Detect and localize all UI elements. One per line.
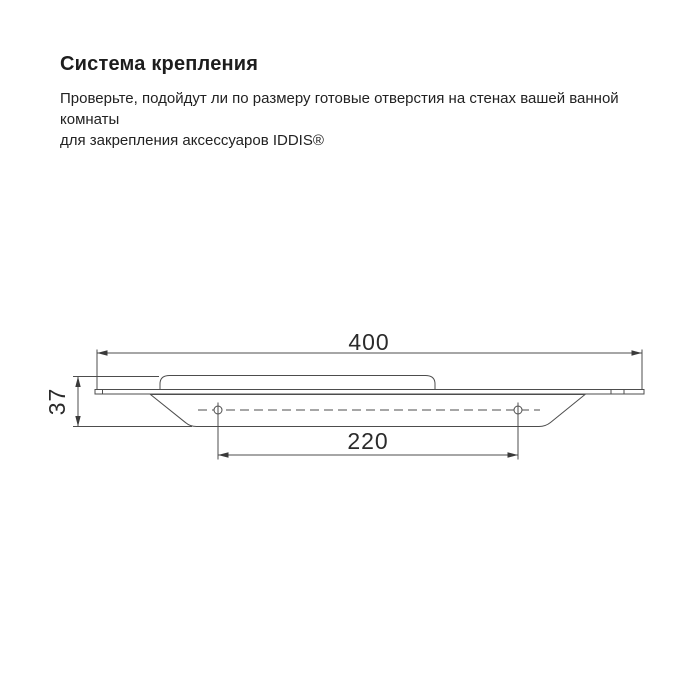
arrow-left-icon [97, 350, 108, 355]
dimension-hole-spacing-label: 220 [347, 428, 389, 454]
arrow-right-icon [508, 452, 519, 457]
description-line-1: Проверьте, подойдут ли по размеру готовые отверстия на стенах вашей ванной комнаты [60, 90, 619, 128]
shelf-hump [160, 376, 435, 391]
shelf-rail [95, 390, 644, 395]
page-title: Система крепления [60, 53, 259, 75]
description-line-2: для закрепления аксессуаров IDDIS® [60, 132, 324, 149]
dimension-hole-spacing [218, 428, 518, 458]
dimension-width-label: 400 [348, 329, 390, 355]
arrow-left-icon [218, 452, 229, 457]
arrow-down-icon [75, 416, 80, 427]
arrow-right-icon [632, 350, 643, 355]
arrow-up-icon [75, 377, 80, 388]
shelf-profile [95, 376, 644, 427]
dimension-height-label: 37 [44, 387, 70, 416]
